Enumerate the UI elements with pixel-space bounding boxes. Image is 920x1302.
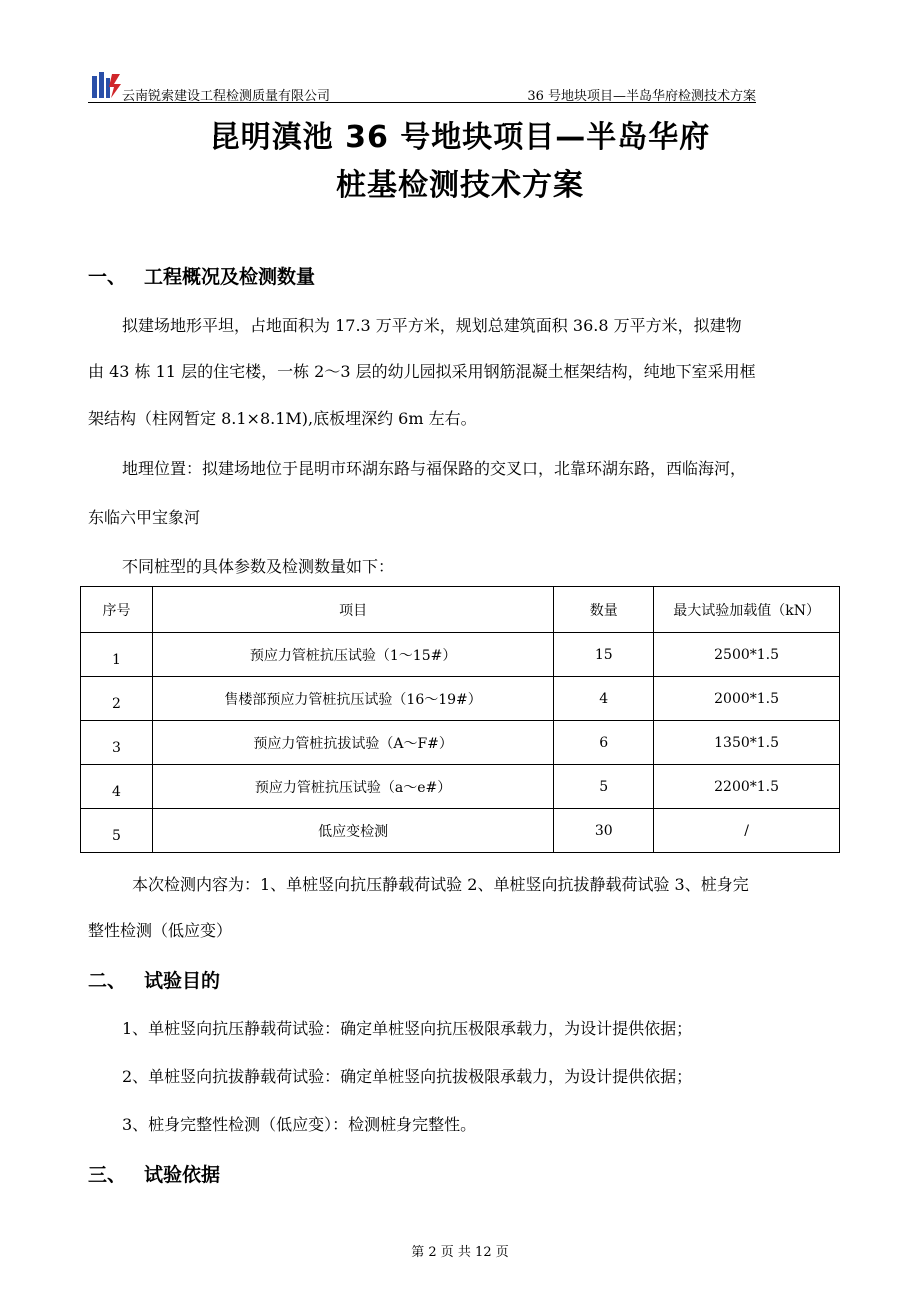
row-quantity-cell: 4 bbox=[554, 677, 654, 721]
header-document-title: 36 号地块项目—半岛华府检测技术方案 bbox=[527, 89, 756, 104]
row-item-cell: 预应力管桩抗压试验（1～15#） bbox=[152, 633, 553, 677]
section-3-heading bbox=[88, 1160, 220, 1187]
table-row bbox=[81, 633, 840, 677]
location-paragraph-line2: 东临六甲宝象河 bbox=[88, 508, 201, 527]
table-header-cell: 数量 bbox=[554, 587, 654, 633]
section-1-heading bbox=[88, 262, 315, 289]
row-max-load-cell: 2500*1.5 bbox=[654, 633, 840, 677]
overview-paragraph-line2: 由 43 栋 11 层的住宅楼，一栋 2～3 层的幼儿园拟采用钢筋混凝土框架结构，纯地下室采用框 bbox=[88, 362, 756, 381]
row-max-load-cell: 2200*1.5 bbox=[654, 765, 840, 809]
row-item-cell: 预应力管桩抗拔试验（A～F#） bbox=[152, 721, 553, 765]
company-logo-icon bbox=[90, 68, 124, 100]
row-quantity-cell: 5 bbox=[554, 765, 654, 809]
table-header-cell: 项目 bbox=[152, 587, 553, 633]
row-quantity-cell: 6 bbox=[554, 721, 654, 765]
row-max-load-cell: 2000*1.5 bbox=[654, 677, 840, 721]
section-2-heading bbox=[88, 966, 220, 993]
purpose-item-1: 1、单桩竖向抗压静载荷试验：确定单桩竖向抗压极限承载力，为设计提供依据； bbox=[122, 1019, 693, 1038]
overview-paragraph-line3: 架结构（柱网暂定 8.1×8.1M),底板埋深约 6m 左右。 bbox=[88, 409, 477, 428]
row-index-cell: 1 bbox=[81, 633, 153, 677]
row-index-cell: 2 bbox=[81, 677, 153, 721]
table-row bbox=[81, 809, 840, 853]
header-company-name: 云南锐索建设工程检测质量有限公司 bbox=[122, 89, 331, 104]
table-intro-text: 不同桩型的具体参数及检测数量如下： bbox=[122, 557, 395, 576]
row-index-cell: 3 bbox=[81, 721, 153, 765]
purpose-item-3: 3、桩身完整性检测（低应变）：检测桩身完整性。 bbox=[122, 1115, 477, 1134]
table-header-cell: 序号 bbox=[81, 587, 153, 633]
section-1-number: 一、 bbox=[88, 266, 127, 288]
row-index-cell: 5 bbox=[81, 809, 153, 853]
pile-test-table bbox=[80, 586, 840, 853]
row-max-load-cell: / bbox=[654, 809, 840, 853]
section-2-number: 二、 bbox=[88, 970, 127, 992]
section-1-title: 工程概况及检测数量 bbox=[144, 266, 316, 288]
row-quantity-cell: 15 bbox=[554, 633, 654, 677]
row-item-cell: 售楼部预应力管桩抗压试验（16～19#） bbox=[152, 677, 553, 721]
test-content-line2: 整性检测（低应变） bbox=[88, 921, 233, 940]
purpose-item-2: 2、单桩竖向抗拔静载荷试验：确定单桩竖向抗拔极限承载力，为设计提供依据； bbox=[122, 1067, 693, 1086]
section-2-title: 试验目的 bbox=[144, 970, 221, 992]
table-header-cell: 最大试验加载值（kN） bbox=[654, 587, 840, 633]
location-paragraph-line1: 地理位置：拟建场地位于昆明市环湖东路与福保路的交叉口，北靠环湖东路，西临海河， bbox=[122, 459, 747, 478]
main-title-line2: 桩基检测技术方案 bbox=[336, 168, 584, 203]
row-item-cell: 低应变检测 bbox=[152, 809, 553, 853]
overview-paragraph-line1: 拟建场地形平坦，占地面积为 17.3 万平方米，规划总建筑面积 36.8 万平方米，拟建物 bbox=[122, 316, 742, 335]
main-title-line1: 昆明滇池 36 号地块项目—半岛华府 bbox=[209, 120, 711, 155]
table-row bbox=[81, 765, 840, 809]
page-footer: 第 2 页 共 12 页 bbox=[411, 1245, 509, 1260]
table-header-row bbox=[81, 587, 840, 633]
row-quantity-cell: 30 bbox=[554, 809, 654, 853]
row-index-cell: 4 bbox=[81, 765, 153, 809]
page-header bbox=[88, 68, 756, 104]
section-3-title: 试验依据 bbox=[144, 1164, 221, 1186]
row-item-cell: 预应力管桩抗压试验（a～e#） bbox=[152, 765, 553, 809]
section-3-number: 三、 bbox=[88, 1164, 127, 1186]
test-content-line1: 本次检测内容为：1、单桩竖向抗压静载荷试验 2、单桩竖向抗拔静载荷试验 3、桩身完 bbox=[132, 875, 749, 894]
header-rule bbox=[88, 102, 756, 103]
table-row bbox=[81, 721, 840, 765]
row-max-load-cell: 1350*1.5 bbox=[654, 721, 840, 765]
table-row bbox=[81, 677, 840, 721]
